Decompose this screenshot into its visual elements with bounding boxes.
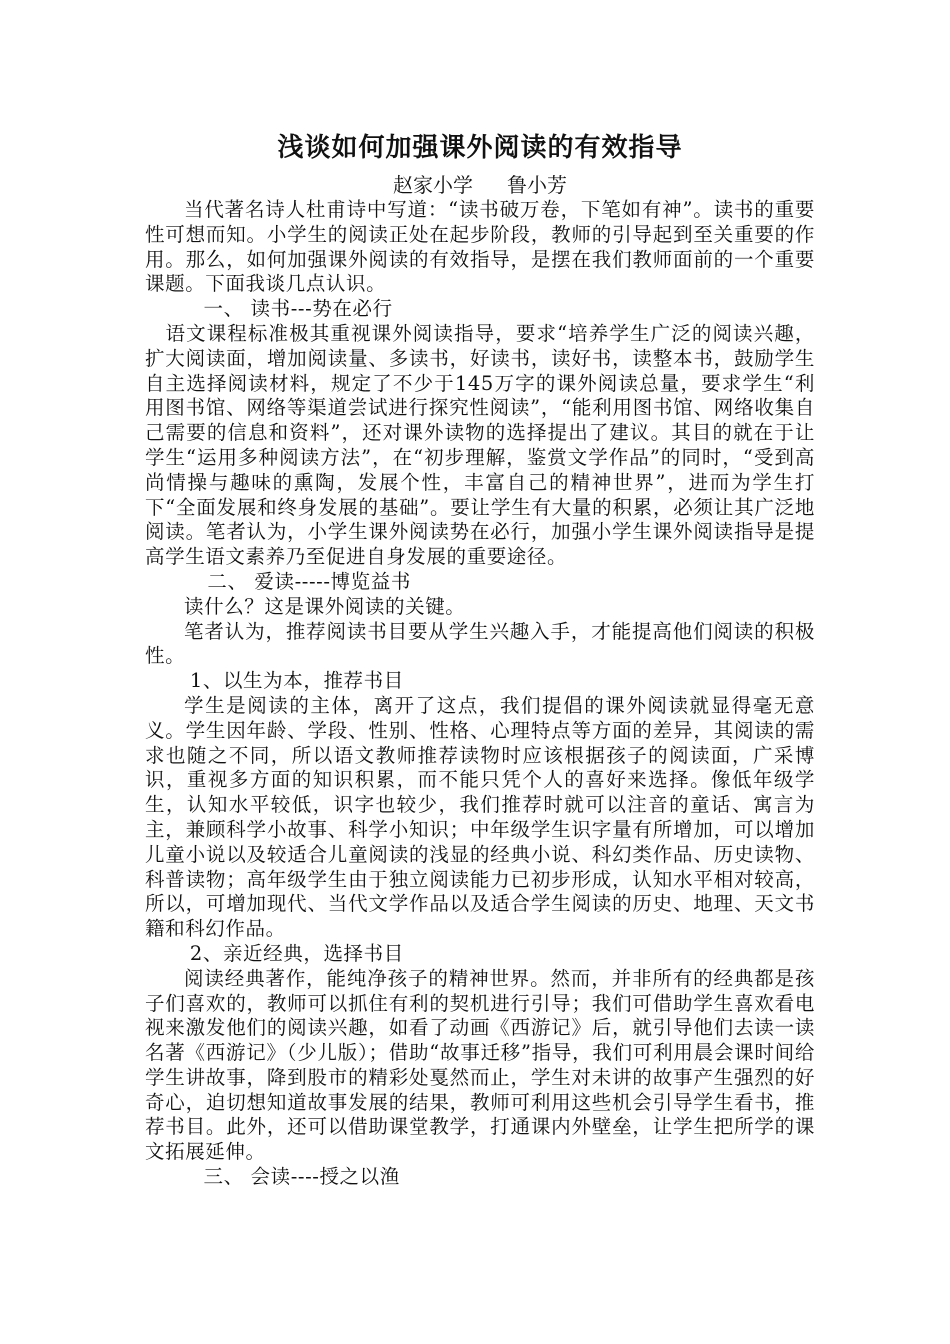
body-paragraph: 学生是阅读的主体，离开了这点，我们提倡的课外阅读就显得毫无意义。学生因年龄、学段、性别、性格、心理特点等方面的差异，其阅读的需求也随之不同，所以语文教师推荐读物时应该根据孩子的阅读面，广采博识，重视多方面的知识积累，而不能只凭个人的喜好来选择。像低年级学生，认知水平较低，识字也较少，我们推荐时就可以注音的童话、寓言为主，兼顾科学小故事、科学小知识；中年级学生识字量有所增加，可以增加儿童小说以及较适合儿童阅读的浅显的经典小说、科幻类作品、历史读物、科普读物；高年级学生由于独立阅读能力已初步形成，认知水平相对较高，所以，可增加现代、当代文学作品以及适合学生阅读的历史、地理、天文书籍和科幻作品。	[145, 693, 815, 941]
body-paragraph: 笔者认为，推荐阅读书目要从学生兴趣入手，才能提高他们阅读的积极性。	[145, 619, 815, 668]
section-heading-2: 二、 爱读-----博览益书	[207, 569, 411, 593]
body-paragraph: 阅读经典著作，能纯净孩子的精神世界。然而，并非所有的经典都是孩子们喜欢的，教师可以抓住有利的契机进行引导；我们可借助学生喜欢看电视来激发他们的阅读兴趣，如看了动画《西游记》后，就引导他们去读一读名著《西游记》（少儿版）；借助“故事迁移”指导，我们可利用晨会课时间给学生讲故事，降到股市的精彩处戛然而止，学生对未讲的故事产生强烈的好奇心，迫切想知道故事发展的结果，教师可利用这些机会引导学生看书，推荐书目。此外，还可以借助课堂教学，打通课内外壁垒，让学生把所学的课文拓展延伸。	[145, 966, 815, 1164]
document-page	[145, 128, 815, 1190]
author-line	[145, 172, 815, 198]
document-title: 浅谈如何加强课外阅读的有效指导	[277, 133, 683, 163]
section-heading-1: 一、 读书---势在必行	[203, 297, 393, 321]
subsection-heading-2: 2、亲近经典，选择书目	[189, 941, 404, 965]
author-name: 鲁小芳	[507, 173, 567, 197]
subsection-heading-1: 1、以生为本，推荐书目	[189, 669, 404, 693]
body-paragraph: 读什么？这是课外阅读的关键。	[184, 594, 466, 618]
section-heading-3: 三、 会读----授之以渔	[203, 1165, 400, 1189]
author-school: 赵家小学	[393, 173, 473, 197]
intro-paragraph: 当代著名诗人杜甫诗中写道：“读书破万卷，下笔如有神”。读书的重要性可想而知。小学生的阅读正处在起步阶段，教师的引导起到至关重要的作用。那么，如何加强课外阅读的有效指导，是摆在我们教师面前的一个重要课题。下面我谈几点认识。	[145, 198, 815, 296]
body-paragraph: 语文课程标准极其重视课外阅读指导，要求“培养学生广泛的阅读兴趣，扩大阅读面，增加阅读量、多读书，好读书，读好书，读整本书，鼓励学生自主选择阅读材料，规定了不少于145万字的课外阅读总量，要求学生“利用图书馆、网络等渠道尝试进行探究性阅读”，“能利用图书馆、网络收集自己需要的信息和资料”，还对课外读物的选择提出了建议。其目的就在于让学生“运用多种阅读方法”，在“初步理解，鉴赏文学作品”的同时，“受到高尚情操与趣味的熏陶，发展个性，丰富自己的精神世界”，进而为学生打下“全面发展和终身发展的基础”。要让学生有大量的积累，必须让其广泛地阅读。笔者认为，小学生课外阅读势在必行，加强小学生课外阅读指导是提高学生语文素养乃至促进自身发展的重要途径。	[145, 321, 815, 569]
